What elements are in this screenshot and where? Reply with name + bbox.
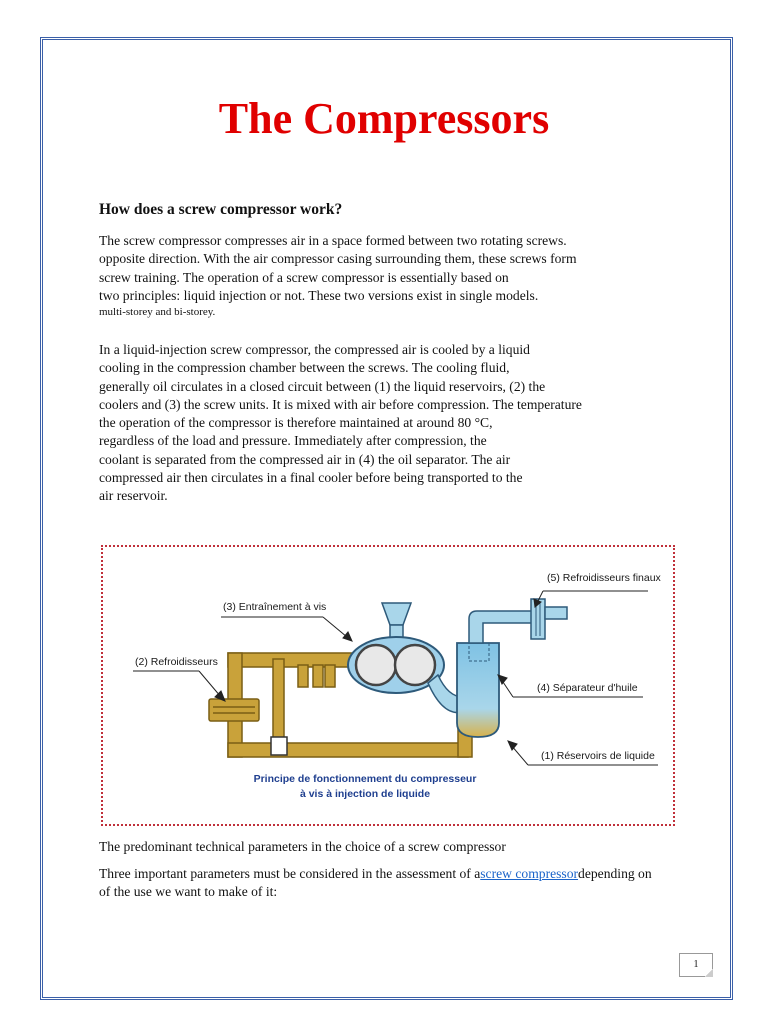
label-coolers: (2) Refroidisseurs bbox=[135, 656, 218, 668]
separator-tank bbox=[457, 643, 499, 737]
page-title: The Compressors bbox=[218, 94, 550, 143]
text-line: multi-storey and bi-storey. bbox=[99, 306, 216, 319]
label-liquid-reservoirs: (1) Réservoirs de liquide bbox=[541, 750, 655, 762]
paragraph-intro bbox=[99, 232, 577, 320]
text-line: generally oil circulates in a closed circuit between (1) the liquid reservoirs, (2) the bbox=[99, 378, 546, 394]
paragraph-parameters-line2: of the use we want to make of it: bbox=[99, 884, 278, 899]
text-line: cooling in the compression chamber between the screws. The cooling fluid, bbox=[99, 360, 510, 376]
injection-nozzle bbox=[298, 665, 308, 687]
injection-nozzle bbox=[313, 665, 323, 687]
paragraph-parameters bbox=[99, 865, 652, 883]
text-line: compressed air then circulates in a final cooler before being transported to the bbox=[99, 470, 523, 486]
section-heading: How does a screw compressor work? bbox=[99, 201, 343, 218]
parameters-heading: The predominant technical parameters in the choice of a screw compressor bbox=[99, 839, 506, 854]
cooler-body bbox=[209, 699, 259, 721]
text-line: coolers and (3) the screw units. It is mixed with air before compression. The temperature bbox=[99, 396, 582, 412]
text-line: the operation of the compressor is therefore maintained at around 80 °C, bbox=[99, 415, 493, 431]
text-after-link: depending on bbox=[578, 866, 652, 881]
label-final-coolers: (5) Refroidisseurs finaux bbox=[547, 572, 661, 584]
text-line: In a liquid-injection screw compressor, the compressed air is cooled by a liquid bbox=[99, 342, 530, 357]
intake-funnel bbox=[382, 603, 411, 625]
page-number-text: 1 bbox=[693, 959, 699, 970]
text-line: air reservoir. bbox=[99, 488, 168, 504]
text-line: two principles: liquid injection or not. These two versions exist in single models. bbox=[99, 287, 539, 303]
page-fold-icon bbox=[705, 969, 713, 977]
text-line: The screw compressor compresses air in a space formed between two rotating screws. bbox=[99, 233, 567, 248]
label-screw-drive: (3) Entraînement à vis bbox=[223, 601, 327, 613]
oil-separator bbox=[457, 611, 533, 737]
injection-nozzle bbox=[325, 665, 335, 687]
screw-rotor-left bbox=[356, 645, 396, 685]
diagram-svg bbox=[103, 547, 673, 824]
compressor-diagram bbox=[101, 545, 675, 826]
screw-compressor-link[interactable]: screw compressor bbox=[480, 866, 579, 881]
screw-rotor-right bbox=[395, 645, 435, 685]
text-line: coolant is separated from the compressed air in (4) the oil separator. The air bbox=[99, 451, 511, 467]
text-line: screw training. The operation of a screw compressor is essentially based on bbox=[99, 269, 509, 285]
diagram-caption-line1: Principe de fonctionnement du compresseur bbox=[253, 773, 477, 785]
diagram-caption-line2: à vis à injection de liquide bbox=[299, 788, 431, 800]
page-number bbox=[679, 953, 713, 977]
text-line: opposite direction. With the air compressor casing surrounding them, these screws form bbox=[99, 251, 577, 267]
screw-unit bbox=[348, 603, 463, 713]
label-oil-separator: (4) Séparateur d'huile bbox=[537, 682, 638, 694]
pipe-bottom bbox=[228, 743, 468, 757]
air-outlet-pipe bbox=[469, 611, 533, 643]
valve-box bbox=[271, 737, 287, 755]
text-before-link: Three important parameters must be considered in the assessment of a bbox=[99, 866, 481, 881]
paragraph-liquid-injection bbox=[99, 341, 582, 506]
text-line: regardless of the load and pressure. Immediately after compression, the bbox=[99, 433, 487, 449]
pipe-inner bbox=[273, 659, 284, 749]
